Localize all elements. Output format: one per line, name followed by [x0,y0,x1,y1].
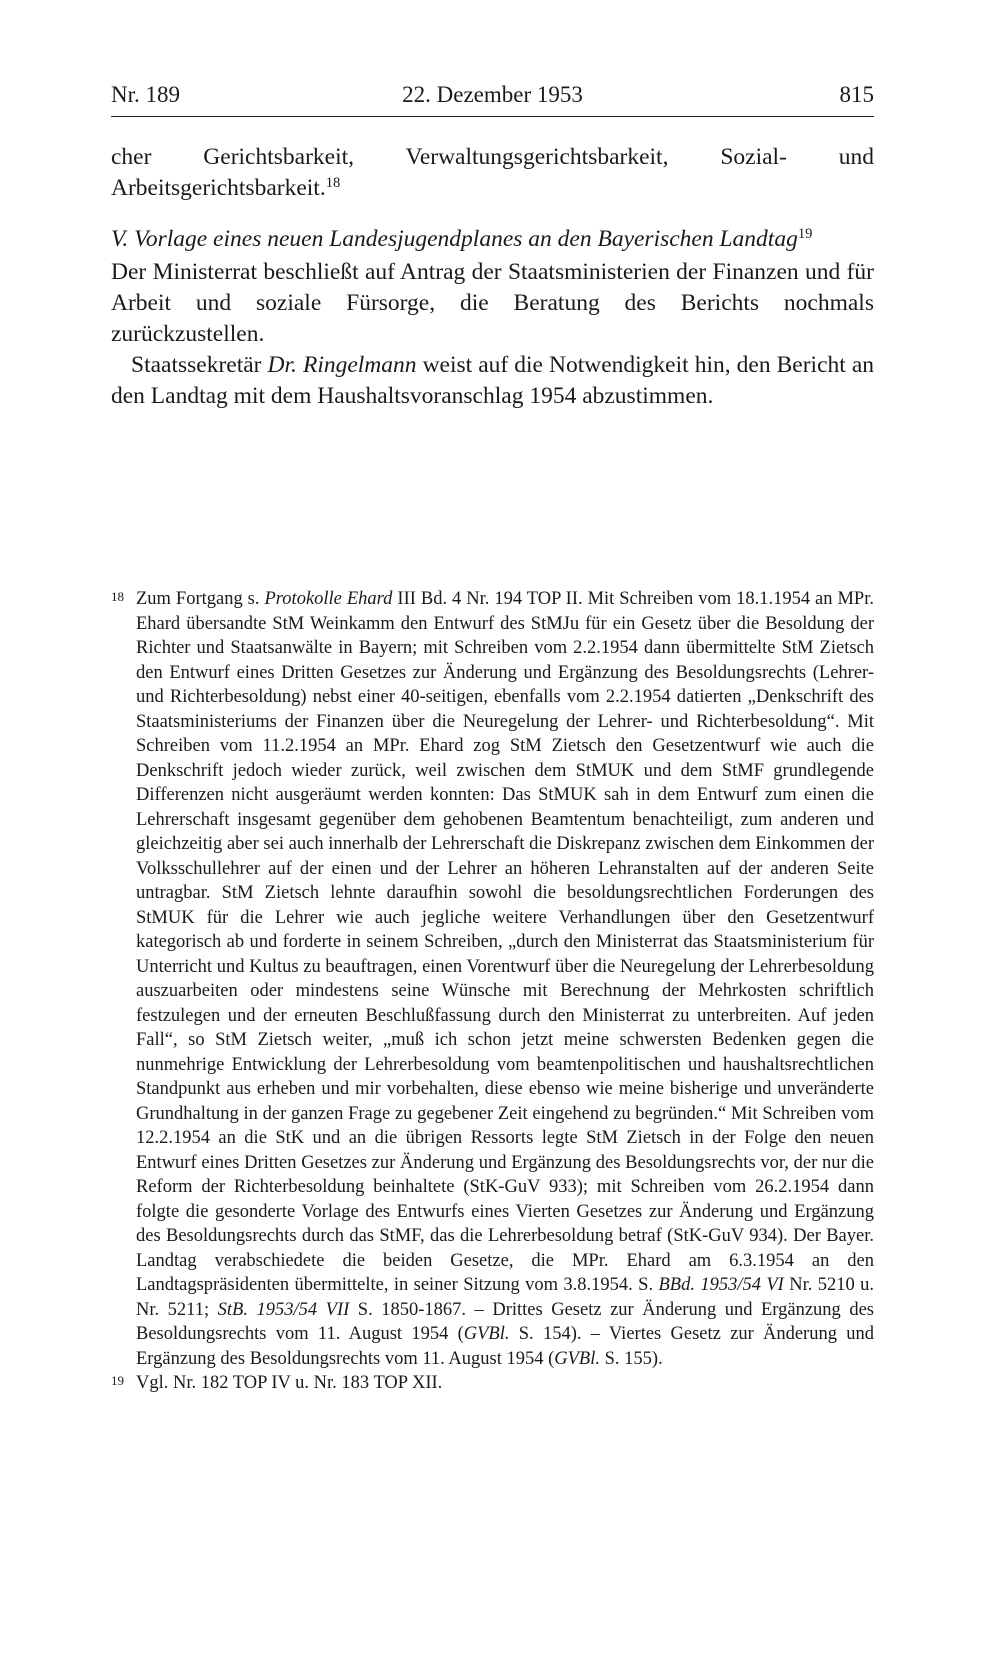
paragraph-decision: Der Ministerrat beschließt auf Antrag der Staatsministerien der Finanzen und für Arbeit und soziale Fürsorge, die Beratung des Berichts nochmals zurückzustellen. [111,259,874,347]
paragraph-text: Staatssekretär [131,352,268,378]
section-heading-text: V. Vorlage eines neuen Landesjugendplanes an den Bayerischen Landtag [111,226,798,252]
footnote-18 [111,587,874,1371]
paragraph-continuation [111,142,874,204]
footnote-number: 18 [111,589,124,604]
footnote-ref-19[interactable]: 19 [797,226,813,242]
footnote-text: S. 154). – Viertes Gesetz zur Änderung und Ergänzung des Besoldungsrechts vom 11. August 1954 ( [136,1324,874,1369]
footnote-19 [111,1371,874,1396]
page-number: 815 [839,82,874,107]
footnote-text: Zum Fortgang s. [136,589,265,609]
footnote-text: S. 1850-1867. – Drittes Gesetz zur Änderung und Ergänzung des Besoldungsrechts vom 11. August 1954 ( [136,1299,874,1344]
section-heading [111,224,874,255]
paragraph-text: cher Gerichtsbarkeit, Verwaltungsgerichtsbarkeit, Sozial- und Arbeitsgerichtsbarkeit. [111,144,874,201]
header-date: 22. Dezember 1953 [402,82,583,107]
citation-title: GVBl. [554,1348,600,1369]
footnote-text: Nr. 5210 u. Nr. 5211; [136,1275,875,1320]
footnote-text: III Bd. 4 Nr. 194 TOP II. Mit Schreiben vom 18.1.1954 an MPr. Ehard übersandte StM Weinkamm den Entwurf des StMJu für ein Gesetz über die Besoldung der Richter und Staatsanwälte in Bayern; mit Schreiben vom 2.2.1954 dann übermittelte StM Zietsch den Entwurf eines Dritten Gesetzes zur Änderung und Ergänzung des Besoldungsrechts (Lehrer- und Richterbesoldung) nebst einer 40-seitigen, ebenfalls vom 2.2.1954 datierten „Denkschrift des Staatsministeriums der Finanzen über die Neuregelung der Lehrer- und Richterbesoldung“. Mit Schreiben vom 11.2.1954 an MPr. Ehard zog StM Zietsch den Gesetzentwurf wie auch die Denkschrift jedoch wieder zurück, weil zwischen dem StMUK und dem StMF grundlegende Differenzen nicht ausgeräumt werden konnten: Das StMUK sah in dem Entwurf zum einen die Lehrerschaft insgesamt gegenüber dem gehobenen Beamtentum benachteiligt, zum anderen und gleichzeitig aber sei auch innerhalb der Lehrerschaft die Diskrepanz zwischen dem Einkommen der Volksschullehrer auf der einen und der Lehrer an höheren Lehranstalten auf der anderen Seite untragbar. StM Zietsch lehnte daraufhin sowohl die besoldungsrechtlichen Forderungen des StMUK für die Lehrer wie auch jegliche weitere Verhandlungen über den Gesetzentwurf kategorisch ab und forderte in seinem Schreiben, „durch den Ministerrat das Staatsministerium für Unterricht und Kultus zu beauftragen, einen Vorentwurf über die Neuregelung der Lehrerbesoldung auszuarbeiten oder mindestens seine Wünsche mit Berechnung der Mehrkosten schriftlich festzulegen und der erneuten Beschlußfassung durch den Ministerrat zu unterbreiten. Auf jeden Fall“, so StM Zietsch weiter, „muß ich schon jetzt meine schwersten Bedenken gegen die nunmehrige Entwicklung der Lehrerbesoldung vom beamtenpolitischen und haushaltsrechtlichen Standpunkt aus erheben und mir vorbehalten, diese ebenso wie meine bisherige und unveränderte Grundhaltung in der ganzen Frage zu gegebener Zeit eingehend zu begründen.“ Mit Schreiben vom 12.2.1954 an die StK und an die übrigen Ressorts legte StM Zietsch in der Folge den neuen Entwurf eines Dritten Gesetzes zur Änderung und Ergänzung des Besoldungsrechts vor, der nur die Reform der Richterbesoldung beinhaltete (StK-GuV 933); mit Schreiben vom 26.2.1954 dann folgte die gesonderte Vorlage des Entwurfs eines Vierten Gesetzes zur Änderung und Ergänzung des Besoldungsrechts durch das StMF, das die Lehrerbesoldung betraf (StK-GuV 934). Der Bayer. Landtag verabschiedete die beiden Gesetze, die MPr. Ehard am 6.3.1954 an den Landtagspräsidenten übermittelte, in seiner Sitzung vom 3.8.1954. S. [136,589,874,1295]
running-header [111,82,874,116]
citation-title: BBd. 1953/54 VI [658,1275,784,1295]
citation-title: Protokolle Ehard [264,589,393,609]
main-text [111,142,874,412]
footnote-text: Vgl. Nr. 182 TOP IV u. Nr. 183 TOP XII. [136,1373,443,1393]
paragraph-text: weist auf die Notwendigkeit hin, den Bericht an den Landtag mit dem Haushaltsvoranschlag 1954 abzustimmen. [111,352,874,409]
paragraph-statement [111,350,874,412]
document-number: Nr. 189 [111,82,180,107]
footnote-ref-18[interactable]: 18 [325,175,341,191]
person-name: Dr. Ringelmann [267,352,417,378]
citation-title: GVBl. [463,1324,510,1344]
header-divider [111,116,874,117]
footnotes [111,587,874,1396]
footnote-text: S. 155). [600,1348,663,1369]
citation-title: StB. 1953/54 VII [217,1299,350,1320]
footnote-number: 19 [111,1373,124,1388]
